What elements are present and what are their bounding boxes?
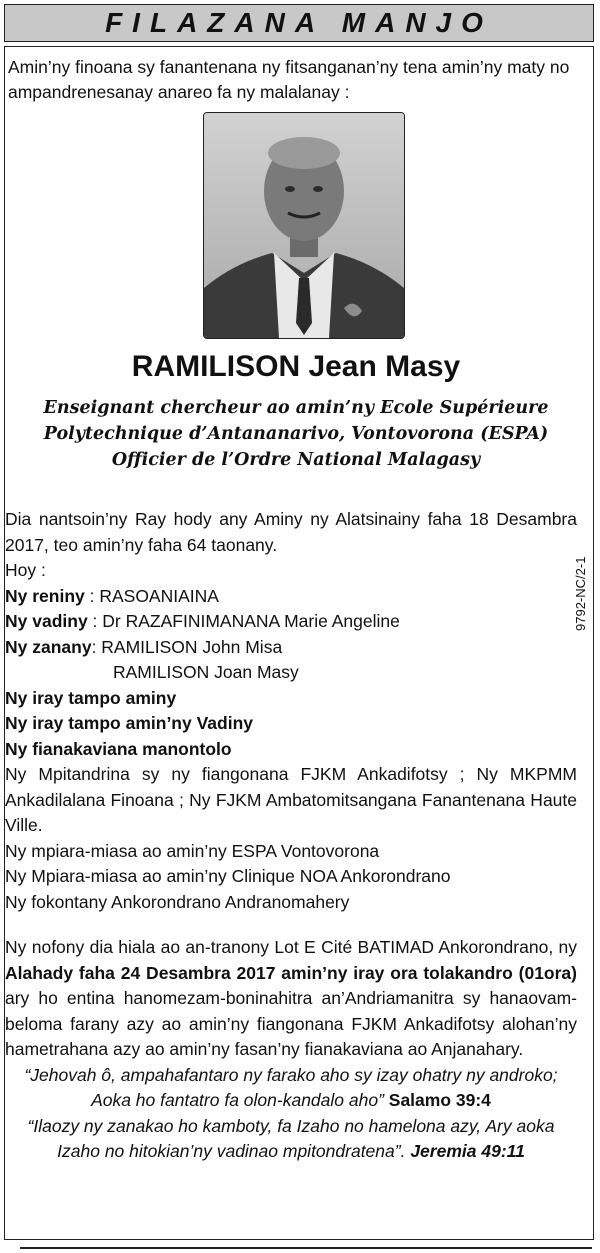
mother-label: Ny reniny [5, 585, 85, 606]
others-line: Ny fokontany Ankorondrano Andranomahery [5, 891, 350, 912]
funeral-date: Alahady faha 24 Desambra 2017 amin’ny iray ora tolakandro (01ora) [5, 962, 577, 983]
others-line: Ny Mpitandrina sy ny fiangonana FJKM Ankadifotsy ; Ny MKPMM Ankadilalana Finoana ; Ny FJKM Ambatomitsangana Fanantenana Haute Ville. [5, 764, 577, 835]
group-line: Ny fianakaviana manontolo [5, 738, 232, 759]
others-line: Ny mpiara-miasa ao amin’ny ESPA Vontovorona [5, 840, 380, 861]
family-children [5, 635, 577, 661]
group-line: Ny iray tampo amin’ny Vadiny [5, 713, 253, 733]
announcement-text: Dia nantsoin’ny Ray hody any Aminy ny Alatsinainy faha 18 Desambra 2017, teo amin’ny faha 64 taonany. [5, 509, 577, 555]
funeral-details [5, 935, 577, 1063]
verse-1-reference: Salamo 39:4 [388, 1090, 491, 1110]
hoy-label: Hoy : [5, 560, 46, 580]
verse-2-line-2 [5, 1139, 577, 1165]
verse-2-text: Izaho no hitokian’ny vadinao mpitondratena”. [57, 1141, 406, 1161]
child-1: : RAMILISON John Misa [91, 636, 283, 657]
title-line-1: Enseignant chercheur ao amin’ny Ecole Supérieure [43, 398, 549, 418]
funeral-part-2: ary ho entina hanomezam-boninahitra an’Andriamanitra sy hanaovam-beloma farany azy ao amin’ny fiangonana FJKM Ankadifotsy alohan’ny hametrahana azy ao amin’ny fasan’ny fianakaviana ao Anjanahary. [5, 988, 577, 1059]
ad-code: 9792-NC/2-1 [573, 556, 588, 631]
spacer [5, 915, 577, 935]
verse-2-reference: Jeremia 49:11 [410, 1141, 525, 1161]
wife-value: : Dr RAZAFINIMANANA Marie Angeline [87, 611, 400, 631]
family-wife [5, 609, 577, 635]
others-line: Ny Mpiara-miasa ao amin’ny Clinique NOA Ankorondrano [5, 866, 451, 886]
header-banner [4, 4, 594, 42]
deceased-titles [5, 395, 587, 473]
funeral-part-1: Ny nofony dia hiala ao an-tranony Lot E Cité BATIMAD Ankorondrano, ny [5, 937, 577, 957]
notice-content [8, 55, 590, 105]
verse-2-line-1: “Ilaozy ny zanakao ho kamboty, fa Izaho no hamelona azy, Ary aoka [27, 1115, 555, 1136]
title-line-2: Polytechnique d’Antananarivo, Vontovorona (ESPA) [43, 424, 549, 444]
family-child-2: RAMILISON Joan Masy [113, 662, 299, 682]
children-label: Ny zanany [5, 636, 92, 657]
notice-frame [4, 46, 594, 1240]
intro-text: Amin’ny finoana sy fanantenana ny fitsanganan’ny tena amin’ny maty no ampandrenesanay anareo fa ny malalanay : [8, 57, 570, 102]
verse-1-line-2 [5, 1088, 577, 1114]
group-line: Ny iray tampo aminy [5, 687, 177, 708]
header-title: FILAZANA MANJO [105, 7, 493, 38]
wife-label: Ny vadiny [5, 611, 88, 631]
bible-verses [5, 1063, 577, 1165]
portrait-image [204, 113, 404, 338]
portrait-photo [203, 112, 405, 339]
deceased-name: RAMILISON Jean Masy [131, 350, 461, 383]
notice-body [5, 507, 577, 1165]
mother-value: : RASOANIAINA [84, 585, 219, 606]
verse-1-line-1: “Jehovah ô, ampahafantaro ny farako aho sy izay ohatry ny androko; [24, 1064, 558, 1085]
verse-1-text: Aoka ho fantatro fa olon-kandalo aho” [91, 1090, 384, 1110]
family-mother [5, 584, 577, 610]
bottom-divider [20, 1247, 592, 1249]
title-line-3: Officier de l’Ordre National Malagasy [111, 450, 481, 470]
